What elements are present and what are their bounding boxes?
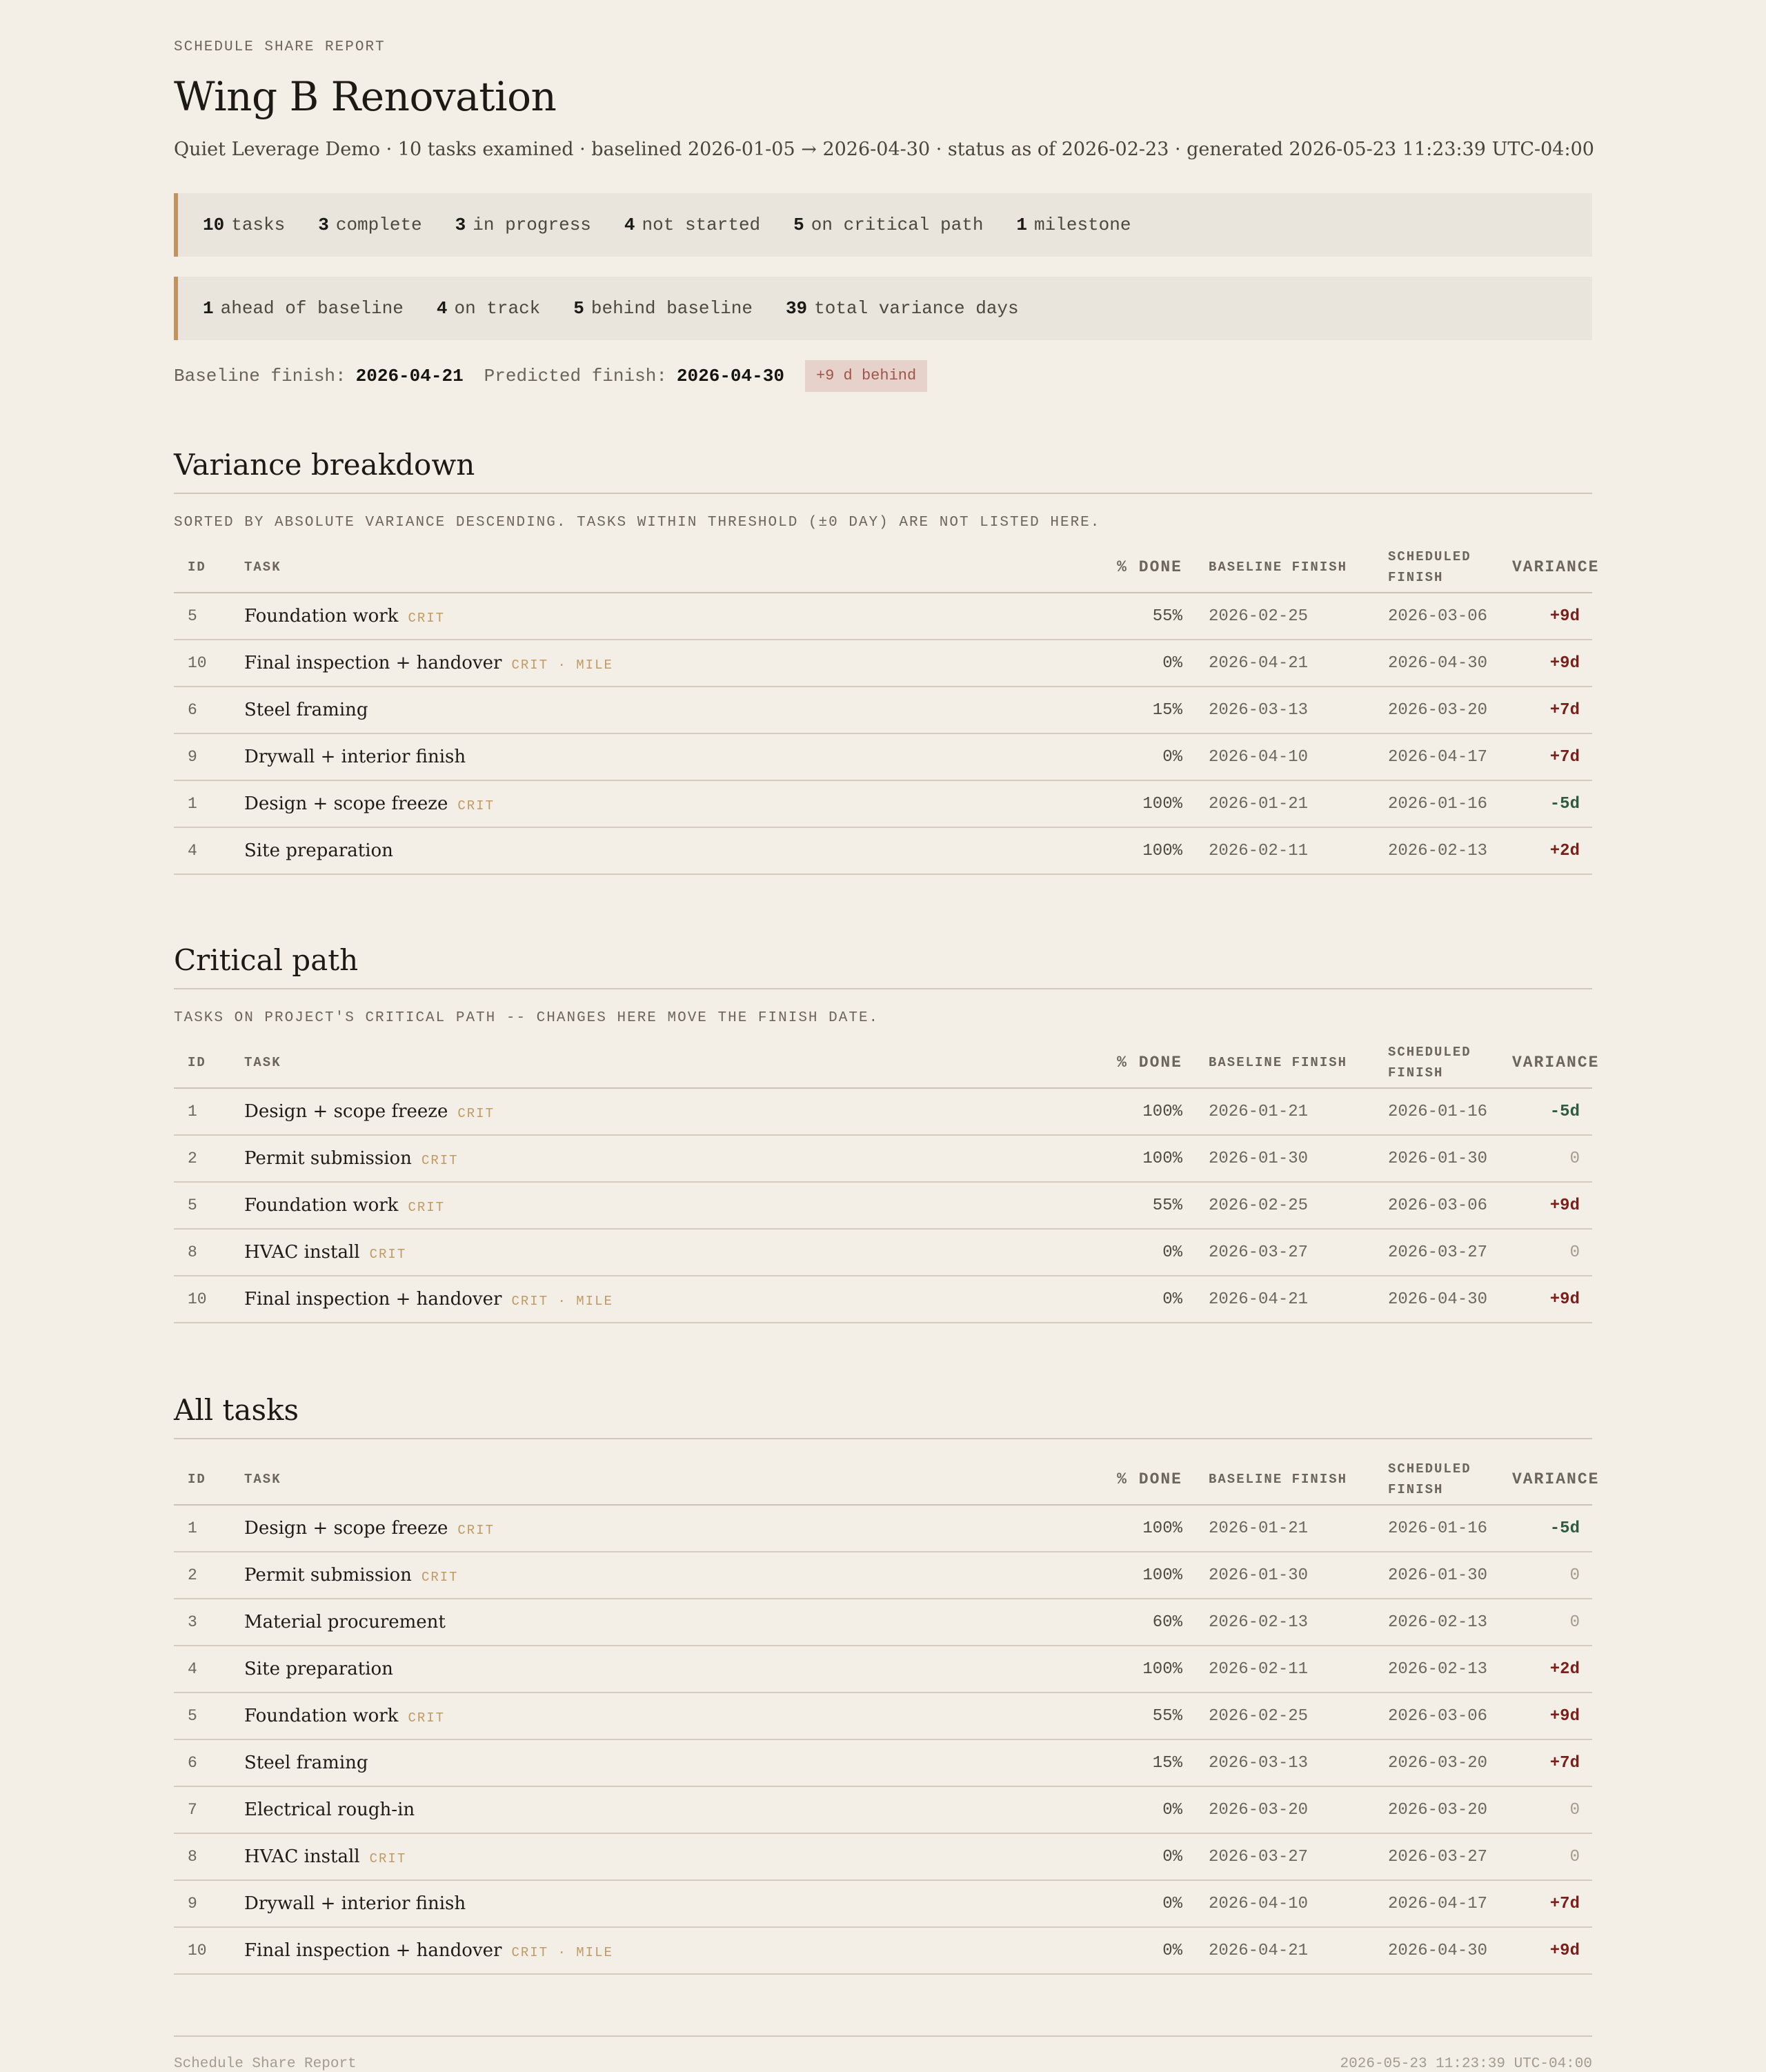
stat-behind: 5 behind baseline [573, 298, 753, 319]
task-name: Site preparation [244, 840, 393, 861]
task-tag: CRIT · MILE [511, 658, 613, 673]
variance-value: +7d [1512, 733, 1592, 780]
header-row [174, 542, 1592, 593]
section-all-tasks [174, 1387, 1600, 1975]
baseline-finish: 2026-03-27 [1209, 1229, 1388, 1276]
task-id: 9 [174, 733, 244, 780]
scheduled-finish: 2026-04-17 [1388, 733, 1512, 780]
scheduled-finish: 2026-01-30 [1388, 1552, 1512, 1599]
percent-done: 55% [941, 593, 1209, 640]
scheduled-finish: 2026-02-13 [1388, 1599, 1512, 1646]
task-id: 1 [174, 1505, 244, 1552]
table-row [174, 1088, 1592, 1135]
column-header-variance: VARIANCE [1512, 1038, 1592, 1088]
section-title: All tasks [174, 1387, 1592, 1439]
variance-value: 0 [1512, 1229, 1592, 1276]
table-row [174, 827, 1592, 874]
task-name: Site preparation [244, 1659, 393, 1679]
stat-on-track: 4 on track [436, 298, 541, 319]
task-id: 5 [174, 593, 244, 640]
header-row [174, 1038, 1592, 1088]
column-header-done: % DONE [941, 1038, 1209, 1088]
table-header [174, 1038, 1600, 1088]
variance-value: +2d [1512, 1646, 1592, 1693]
task-id: 8 [174, 1229, 244, 1276]
table-row [174, 1927, 1592, 1974]
footer-title: Schedule Share Report [174, 2056, 357, 2072]
percent-done: 100% [941, 1552, 1209, 1599]
page-title: Wing B Renovation [174, 73, 557, 120]
table-row [174, 687, 1592, 733]
variance-value: +9d [1512, 1927, 1592, 1974]
scheduled-finish: 2026-03-06 [1388, 593, 1512, 640]
task-tag: CRIT [457, 1523, 495, 1538]
task-cell [244, 687, 941, 733]
task-name: HVAC install [244, 1846, 360, 1867]
report-kicker: SCHEDULE SHARE REPORT [174, 39, 386, 55]
variance-value: 0 [1512, 1552, 1592, 1599]
column-header-id: ID [174, 1038, 244, 1088]
baseline-finish: 2026-01-30 [1209, 1135, 1388, 1182]
task-name: Steel framing [244, 1753, 368, 1773]
task-name: Foundation work [244, 606, 399, 626]
stat-complete: 3 complete [318, 215, 422, 235]
scheduled-finish: 2026-03-27 [1388, 1833, 1512, 1880]
percent-done: 100% [941, 1088, 1209, 1135]
scheduled-finish: 2026-03-06 [1388, 1693, 1512, 1739]
task-cell [244, 1786, 941, 1833]
variance-value: -5d [1512, 1505, 1592, 1552]
column-header-baseline-finish: BASELINE FINISH [1209, 542, 1388, 593]
baseline-finish: 2026-03-13 [1209, 687, 1388, 733]
column-header-task: TASK [244, 1454, 941, 1505]
task-name: Foundation work [244, 1195, 399, 1216]
task-id: 9 [174, 1880, 244, 1927]
task-id: 6 [174, 687, 244, 733]
column-header-done: % DONE [941, 1454, 1209, 1505]
task-cell [244, 1927, 941, 1974]
stat-tasks: 10 tasks [203, 215, 286, 235]
task-cell [244, 1182, 941, 1229]
section-variance [174, 442, 1600, 875]
percent-done: 0% [941, 1786, 1209, 1833]
column-header-scheduled-finish: SCHEDULED FINISH [1388, 1454, 1512, 1505]
task-name: Design + scope freeze [244, 793, 448, 814]
variance-value: 0 [1512, 1833, 1592, 1880]
percent-done: 55% [941, 1693, 1209, 1739]
table-row [174, 1505, 1592, 1552]
table-row [174, 593, 1592, 640]
baseline-finish: 2026-03-13 [1209, 1739, 1388, 1786]
summary-stats [174, 193, 1592, 257]
baseline-finish: 2026-02-25 [1209, 1693, 1388, 1739]
baseline-finish-value: 2026-04-21 [355, 366, 464, 386]
baseline-finish: 2026-02-11 [1209, 827, 1388, 874]
percent-done: 0% [941, 1229, 1209, 1276]
baseline-finish: 2026-02-13 [1209, 1599, 1388, 1646]
scheduled-finish: 2026-02-13 [1388, 827, 1512, 874]
task-name: Final inspection + handover [244, 1940, 502, 1961]
baseline-finish: 2026-01-21 [1209, 1088, 1388, 1135]
scheduled-finish: 2026-03-20 [1388, 1786, 1512, 1833]
variance-value: +7d [1512, 687, 1592, 733]
table-row [174, 1552, 1592, 1599]
status-badge: +9 d behind [805, 360, 927, 392]
baseline-finish: 2026-02-25 [1209, 593, 1388, 640]
stat-not-started: 4 not started [624, 215, 761, 235]
finish-summary [174, 360, 927, 392]
table-body [174, 593, 1592, 874]
variance-value: +9d [1512, 1693, 1592, 1739]
task-name: Permit submission [244, 1148, 412, 1169]
column-header-baseline-finish: BASELINE FINISH [1209, 1454, 1388, 1505]
percent-done: 0% [941, 1833, 1209, 1880]
variance-value: +2d [1512, 827, 1592, 874]
task-id: 2 [174, 1552, 244, 1599]
percent-done: 55% [941, 1182, 1209, 1229]
percent-done: 0% [941, 1276, 1209, 1323]
table-body [174, 1505, 1592, 1974]
task-name: Foundation work [244, 1706, 399, 1726]
variance-value: +9d [1512, 1182, 1592, 1229]
column-header-id: ID [174, 542, 244, 593]
task-cell [244, 1552, 941, 1599]
scheduled-finish: 2026-01-16 [1388, 1505, 1512, 1552]
scheduled-finish: 2026-01-16 [1388, 1088, 1512, 1135]
task-id: 10 [174, 1276, 244, 1323]
percent-done: 0% [941, 1927, 1209, 1974]
task-cell [244, 780, 941, 827]
task-cell [244, 1276, 941, 1323]
column-header-variance: VARIANCE [1512, 542, 1592, 593]
variance-value: +7d [1512, 1739, 1592, 1786]
header-row [174, 1454, 1592, 1505]
task-id: 4 [174, 1646, 244, 1693]
table-row [174, 1880, 1592, 1927]
task-name: Steel framing [244, 700, 368, 720]
task-cell [244, 1833, 941, 1880]
task-id: 7 [174, 1786, 244, 1833]
percent-done: 100% [941, 827, 1209, 874]
percent-done: 15% [941, 1739, 1209, 1786]
task-name: Electrical rough-in [244, 1799, 415, 1820]
baseline-finish: 2026-01-21 [1209, 780, 1388, 827]
table-row [174, 1833, 1592, 1880]
task-name: HVAC install [244, 1242, 360, 1263]
table-row [174, 1276, 1592, 1323]
task-name: Final inspection + handover [244, 653, 502, 673]
task-tag: CRIT [369, 1851, 407, 1866]
scheduled-finish: 2026-04-30 [1388, 1276, 1512, 1323]
task-cell [244, 1505, 941, 1552]
scheduled-finish: 2026-04-30 [1388, 640, 1512, 687]
variance-table [174, 542, 1600, 875]
baseline-finish: 2026-02-25 [1209, 1182, 1388, 1229]
table-header [174, 542, 1600, 593]
variance-value: +7d [1512, 1880, 1592, 1927]
task-name: Design + scope freeze [244, 1518, 448, 1539]
baseline-finish: 2026-03-27 [1209, 1833, 1388, 1880]
baseline-finish: 2026-03-20 [1209, 1786, 1388, 1833]
percent-done: 60% [941, 1599, 1209, 1646]
task-tag: CRIT [457, 1106, 495, 1121]
table-row [174, 1693, 1592, 1739]
table-row [174, 1182, 1592, 1229]
table-row [174, 1599, 1592, 1646]
baseline-finish: 2026-04-21 [1209, 1927, 1388, 1974]
predicted-finish-value: 2026-04-30 [676, 366, 784, 386]
task-cell [244, 1135, 941, 1182]
scheduled-finish: 2026-04-17 [1388, 1880, 1512, 1927]
table-row [174, 1646, 1592, 1693]
footer-timestamp: 2026-05-23 11:23:39 UTC-04:00 [1340, 2056, 1592, 2072]
column-header-id: ID [174, 1454, 244, 1505]
stat-in-progress: 3 in progress [455, 215, 591, 235]
percent-done: 100% [941, 780, 1209, 827]
task-id: 5 [174, 1182, 244, 1229]
percent-done: 100% [941, 1135, 1209, 1182]
table-row [174, 1739, 1592, 1786]
scheduled-finish: 2026-02-13 [1388, 1646, 1512, 1693]
variance-value: +9d [1512, 1276, 1592, 1323]
task-cell [244, 1599, 941, 1646]
variance-value: -5d [1512, 780, 1592, 827]
critical-path-table [174, 1038, 1600, 1323]
task-tag: CRIT [421, 1153, 459, 1168]
variance-value: -5d [1512, 1088, 1592, 1135]
task-id: 5 [174, 1693, 244, 1739]
task-id: 2 [174, 1135, 244, 1182]
task-cell [244, 593, 941, 640]
stat-ahead: 1 ahead of baseline [203, 298, 404, 319]
scheduled-finish: 2026-01-16 [1388, 780, 1512, 827]
task-cell [244, 1693, 941, 1739]
task-id: 8 [174, 1833, 244, 1880]
baseline-finish: 2026-04-21 [1209, 640, 1388, 687]
variance-value: 0 [1512, 1599, 1592, 1646]
baseline-finish: 2026-01-30 [1209, 1552, 1388, 1599]
column-header-scheduled-finish: SCHEDULED FINISH [1388, 1038, 1512, 1088]
table-header [174, 1454, 1600, 1505]
task-id: 6 [174, 1739, 244, 1786]
footer [174, 2035, 1592, 2072]
task-tag: CRIT [421, 1570, 459, 1585]
baseline-finish: 2026-02-11 [1209, 1646, 1388, 1693]
percent-done: 100% [941, 1505, 1209, 1552]
task-cell [244, 640, 941, 687]
percent-done: 15% [941, 687, 1209, 733]
task-cell [244, 1646, 941, 1693]
stat-critical-path: 5 on critical path [793, 215, 984, 235]
percent-done: 0% [941, 733, 1209, 780]
stat-milestone: 1 milestone [1016, 215, 1131, 235]
scheduled-finish: 2026-04-30 [1388, 1927, 1512, 1974]
task-name: Final inspection + handover [244, 1289, 502, 1310]
section-note: TASKS ON PROJECT'S CRITICAL PATH -- CHANGES HERE MOVE THE FINISH DATE. [174, 1010, 880, 1026]
task-name: Design + scope freeze [244, 1101, 448, 1122]
percent-done: 0% [941, 1880, 1209, 1927]
column-header-done: % DONE [941, 542, 1209, 593]
task-tag: CRIT [408, 611, 446, 626]
scheduled-finish: 2026-01-30 [1388, 1135, 1512, 1182]
scheduled-finish: 2026-03-06 [1388, 1182, 1512, 1229]
task-tag: CRIT · MILE [511, 1294, 613, 1309]
baseline-finish: 2026-04-10 [1209, 733, 1388, 780]
column-header-task: TASK [244, 1038, 941, 1088]
baseline-finish: 2026-04-10 [1209, 1880, 1388, 1927]
all-tasks-table [174, 1454, 1600, 1975]
table-row [174, 1786, 1592, 1833]
task-name: Permit submission [244, 1565, 412, 1586]
column-header-scheduled-finish: SCHEDULED FINISH [1388, 542, 1512, 593]
task-name: Drywall + interior finish [244, 1893, 466, 1914]
task-cell [244, 827, 941, 874]
task-tag: CRIT [457, 798, 495, 813]
task-tag: CRIT · MILE [511, 1945, 613, 1960]
task-id: 1 [174, 1088, 244, 1135]
predicted-finish-label: Predicted finish: [484, 366, 667, 386]
section-note: SORTED BY ABSOLUTE VARIANCE DESCENDING. TASKS WITHIN THRESHOLD (±0 DAY) ARE NOT LISTED HERE. [174, 515, 1101, 531]
table-body [174, 1088, 1592, 1323]
task-tag: CRIT [408, 1710, 446, 1726]
baseline-finish: 2026-01-21 [1209, 1505, 1388, 1552]
table-row [174, 733, 1592, 780]
stat-total-variance: 39 total variance days [785, 298, 1019, 319]
task-tag: CRIT [369, 1247, 407, 1262]
scheduled-finish: 2026-03-20 [1388, 1739, 1512, 1786]
variance-value: +9d [1512, 640, 1592, 687]
task-cell [244, 1088, 941, 1135]
task-cell [244, 733, 941, 780]
task-cell [244, 1880, 941, 1927]
task-cell [244, 1739, 941, 1786]
table-row [174, 1229, 1592, 1276]
table-row [174, 1135, 1592, 1182]
task-id: 4 [174, 827, 244, 874]
column-header-variance: VARIANCE [1512, 1454, 1592, 1505]
task-id: 10 [174, 1927, 244, 1974]
column-header-baseline-finish: BASELINE FINISH [1209, 1038, 1388, 1088]
task-id: 3 [174, 1599, 244, 1646]
percent-done: 100% [941, 1646, 1209, 1693]
section-title: Critical path [174, 937, 1592, 989]
variance-stats [174, 277, 1592, 340]
section-critical-path [174, 937, 1600, 1323]
task-tag: CRIT [408, 1200, 446, 1215]
variance-value: +9d [1512, 593, 1592, 640]
scheduled-finish: 2026-03-20 [1388, 687, 1512, 733]
variance-value: 0 [1512, 1135, 1592, 1182]
table-row [174, 640, 1592, 687]
percent-done: 0% [941, 640, 1209, 687]
task-id: 10 [174, 640, 244, 687]
task-cell [244, 1229, 941, 1276]
variance-value: 0 [1512, 1786, 1592, 1833]
scheduled-finish: 2026-03-27 [1388, 1229, 1512, 1276]
task-name: Drywall + interior finish [244, 747, 466, 767]
column-header-task: TASK [244, 542, 941, 593]
task-name: Material procurement [244, 1612, 446, 1632]
task-id: 1 [174, 780, 244, 827]
section-title: Variance breakdown [174, 442, 1592, 494]
report-subtitle: Quiet Leverage Demo · 10 tasks examined · baselined 2026-01-05 → 2026-04-30 · status as of 2026-02-23 · generated 2026-05-23 11:23:39 UTC-04:00 [174, 139, 1594, 160]
table-row [174, 780, 1592, 827]
baseline-finish-label: Baseline finish: [174, 366, 346, 386]
baseline-finish: 2026-04-21 [1209, 1276, 1388, 1323]
